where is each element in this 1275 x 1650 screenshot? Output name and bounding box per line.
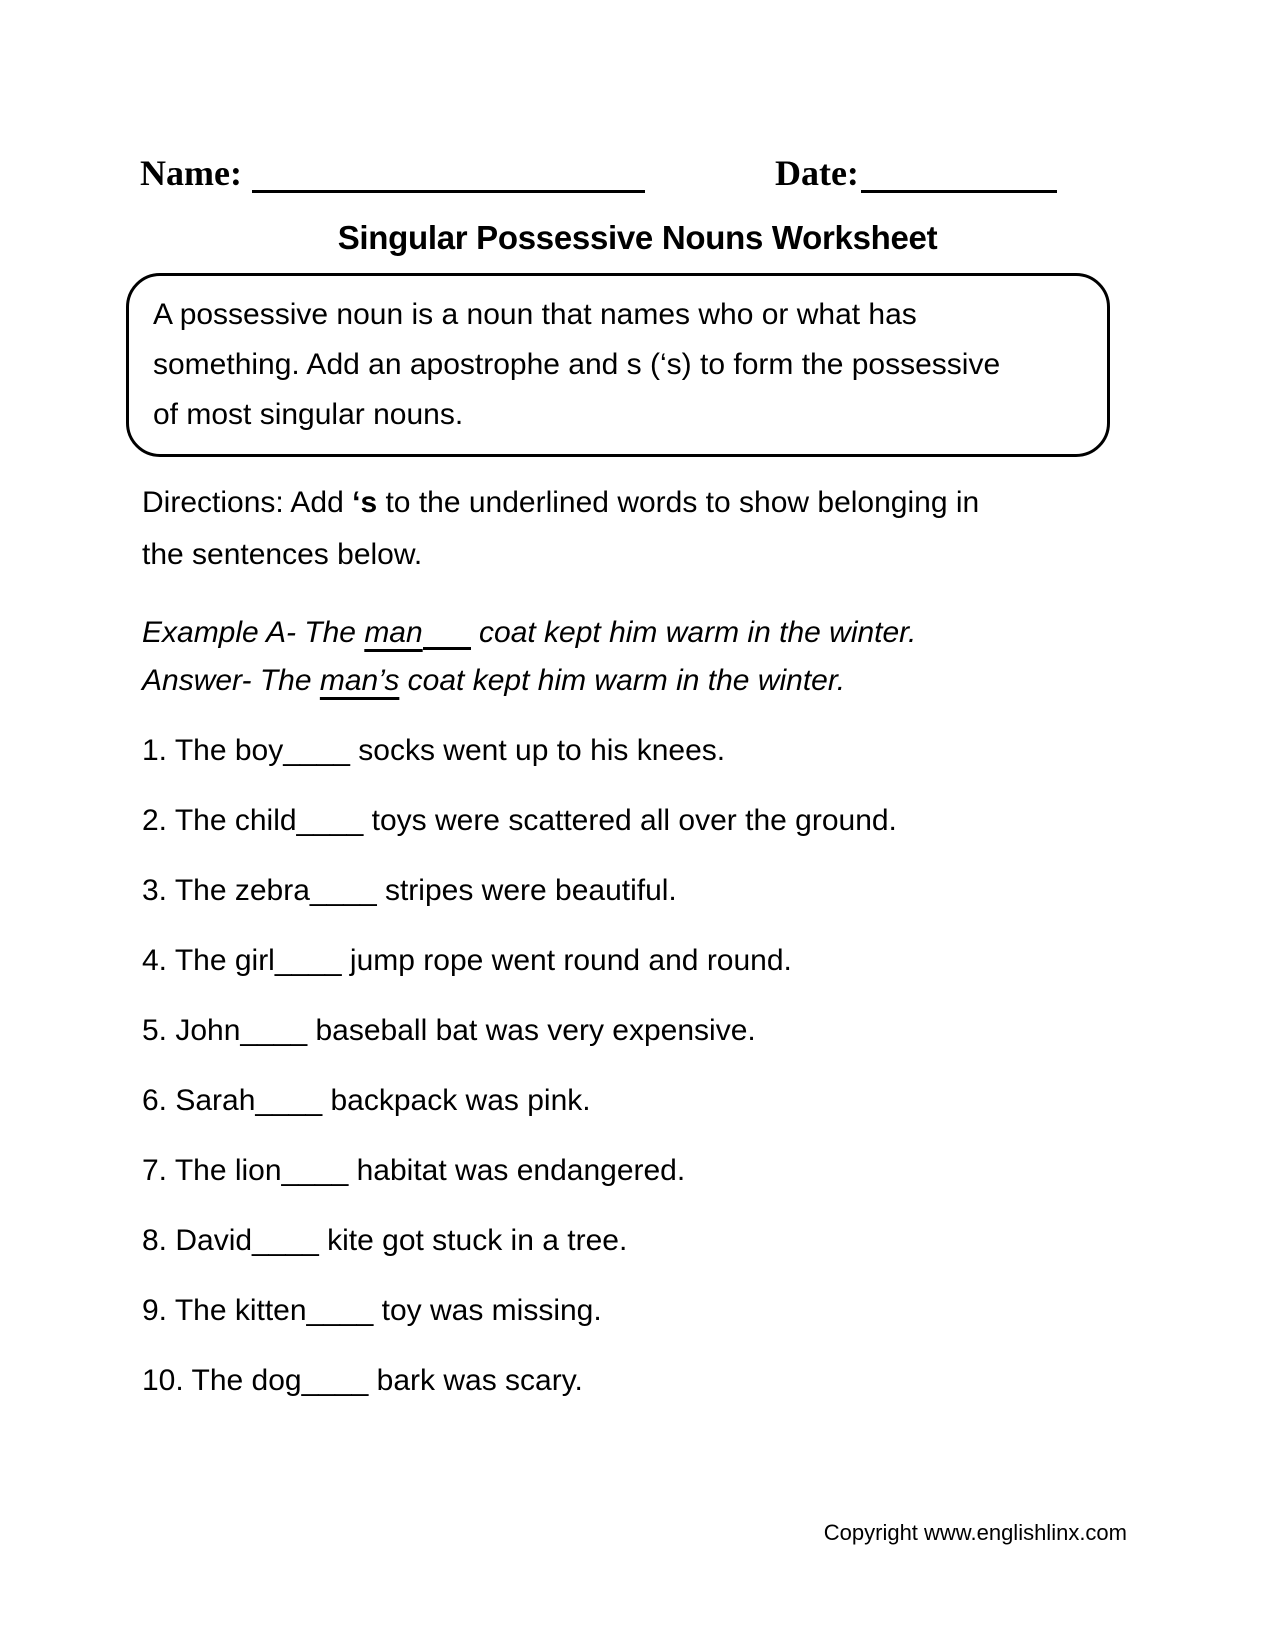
example-a-post: coat kept him warm in the winter. bbox=[470, 616, 917, 649]
definition-line-2: something. Add an apostrophe and s (‘s) to form the possessive bbox=[153, 348, 1001, 381]
definition-line-1: A possessive noun is a noun that names who or what has bbox=[153, 298, 917, 331]
directions-bold-s: ‘s bbox=[352, 486, 378, 519]
sentence-2: 2. The child____ toys were scattered all over the ground. bbox=[142, 804, 897, 837]
directions-line-2: the sentences below. bbox=[142, 538, 423, 571]
example-block bbox=[142, 609, 1275, 705]
sentence-7: 7. The lion____ habitat was endangered. bbox=[142, 1154, 686, 1187]
sentence-4: 4. The girl____ jump rope went round and round. bbox=[142, 944, 792, 977]
directions-pre: Directions: Add bbox=[142, 486, 353, 519]
example-a-underlined-word: man bbox=[364, 616, 423, 649]
name-label: Name: bbox=[140, 153, 242, 193]
example-answer-underlined-word: man’s bbox=[319, 664, 400, 697]
name-date-header bbox=[140, 150, 1275, 193]
example-answer-post: coat kept him warm in the winter. bbox=[399, 664, 846, 697]
sentence-1: 1. The boy____ socks went up to his knees. bbox=[142, 734, 726, 767]
worksheet-title: Singular Possessive Nouns Worksheet bbox=[337, 219, 938, 256]
sentence-list bbox=[142, 735, 1275, 1397]
example-line-a bbox=[142, 609, 1275, 657]
date-label: Date: bbox=[774, 153, 859, 193]
directions bbox=[142, 477, 1275, 581]
sentence-3: 3. The zebra____ stripes were beautiful. bbox=[142, 874, 677, 907]
definition-box bbox=[126, 273, 1110, 457]
example-a-pre: Example A- The bbox=[142, 616, 365, 649]
name-blank-line[interactable] bbox=[252, 150, 645, 193]
sentence-9: 9. The kitten____ toy was missing. bbox=[142, 1294, 602, 1327]
date-blank-line[interactable] bbox=[861, 150, 1057, 193]
example-answer-line bbox=[142, 657, 1275, 705]
copyright-footer: Copyright www.englishlinx.com bbox=[823, 1520, 1127, 1545]
sentence-5: 5. John____ baseball bat was very expensive. bbox=[142, 1014, 756, 1047]
directions-post: to the underlined words to show belonging in bbox=[377, 486, 980, 519]
example-a-blank-line bbox=[423, 645, 471, 650]
example-answer-pre: Answer- The bbox=[142, 664, 320, 697]
sentence-10: 10. The dog____ bark was scary. bbox=[142, 1364, 583, 1397]
definition-line-3: of most singular nouns. bbox=[153, 398, 464, 431]
directions-line-1 bbox=[142, 477, 1275, 529]
sentence-6: 6. Sarah____ backpack was pink. bbox=[142, 1084, 591, 1117]
sentence-8: 8. David____ kite got stuck in a tree. bbox=[142, 1224, 628, 1257]
